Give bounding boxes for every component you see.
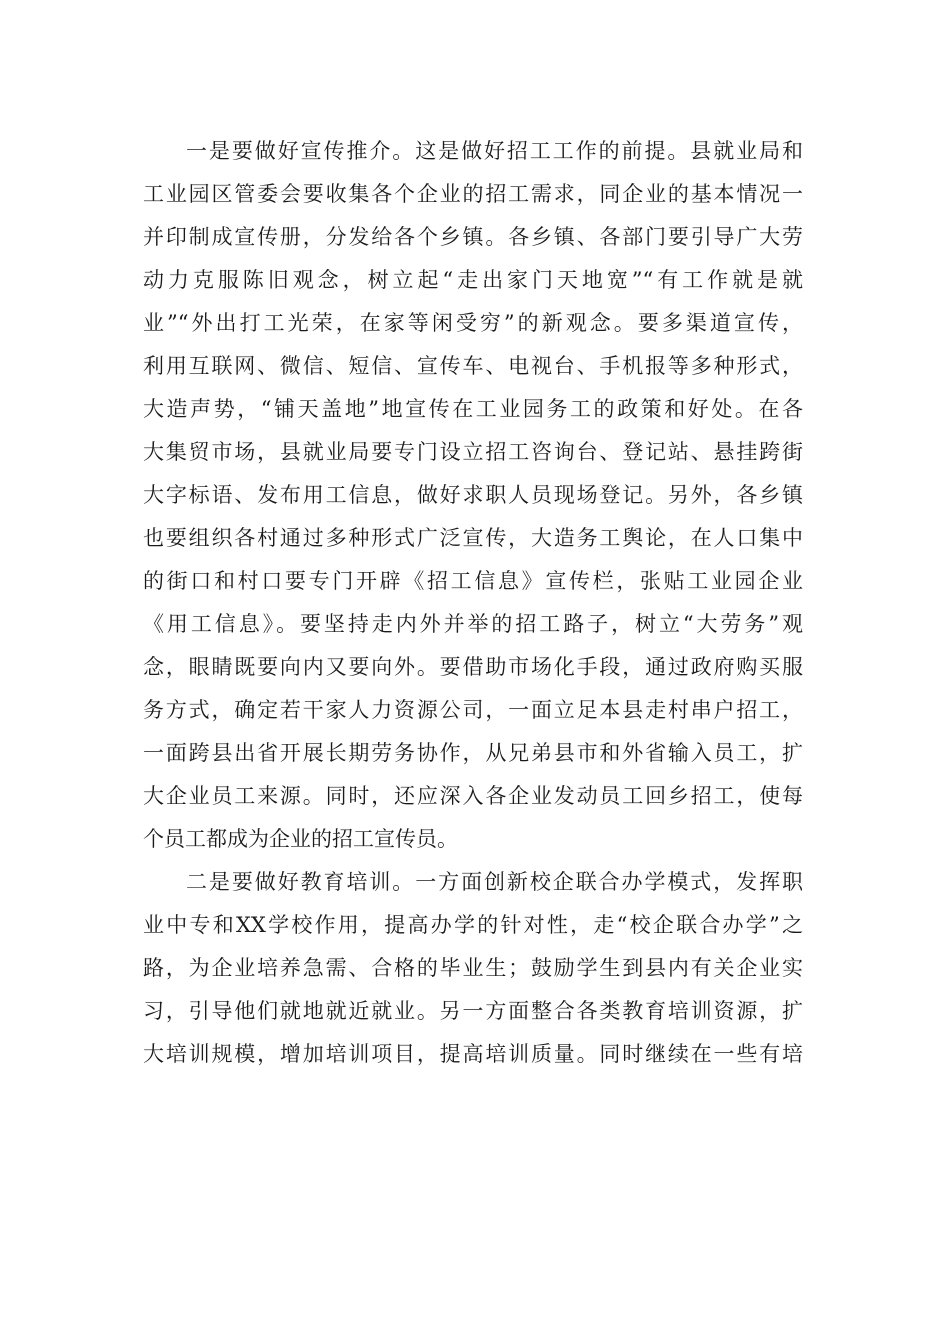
paragraph-line: 大培训规模，增加培训项目，提高培训质量。同时继续在一些有培 [143, 1042, 803, 1066]
paragraph-line: 工业园区管委会要收集各个企业的招工需求，同企业的基本情况一 [143, 182, 803, 206]
paragraph-line: 业”“外出打工光荣，在家等闲受穷”的新观念。要多渠道宣传， [143, 311, 803, 335]
paragraph-line: 大字标语、发布用工信息，做好求职人员现场登记。另外，各乡镇 [143, 483, 803, 507]
paragraph-line: 路，为企业培养急需、合格的毕业生；鼓励学生到县内有关企业实 [143, 956, 803, 980]
paragraph-line: 动力克服陈旧观念，树立起“走出家门天地宽”“有工作就是就 [143, 268, 803, 292]
paragraph-line: 业中专和XX学校作用，提高办学的针对性，走“校企联合办学”之 [143, 913, 803, 937]
paragraph-line: 并印制成宣传册，分发给各个乡镇。各乡镇、各部门要引导广大劳 [143, 225, 803, 249]
paragraph-line: 利用互联网、微信、短信、宣传车、电视台、手机报等多种形式， [143, 354, 803, 378]
paragraph-line: 的街口和村口要专门开辟《招工信息》宣传栏，张贴工业园企业 [143, 569, 803, 593]
paragraph-line: 习，引导他们就地就近就业。另一方面整合各类教育培训资源，扩 [143, 999, 803, 1023]
paragraph-line: 念，眼睛既要向内又要向外。要借助市场化手段，通过政府购买服 [143, 655, 803, 679]
paragraph-line: 大企业员工来源。同时，还应深入各企业发动员工回乡招工，使每 [143, 784, 803, 808]
paragraph-line: 务方式，确定若干家人力资源公司，一面立足本县走村串户招工， [143, 698, 803, 722]
paragraph-line: 个员工都成为企业的招工宣传员。 [143, 827, 458, 851]
paragraph-line: 《用工信息》。要坚持走内外并举的招工路子，树立“大劳务”观 [143, 612, 803, 636]
paragraph-line: 二是要做好教育培训。一方面创新校企联合办学模式，发挥职 [186, 870, 803, 894]
paragraph-line: 一面跨县出省开展长期劳务协作，从兄弟县市和外省输入员工，扩 [143, 741, 803, 765]
paragraph-line: 大造声势，“铺天盖地”地宣传在工业园务工的政策和好处。在各 [143, 397, 803, 421]
paragraph-2 [143, 861, 803, 1076]
paragraph-1 [143, 130, 803, 861]
document-body [143, 130, 803, 1076]
paragraph-line: 也要组织各村通过多种形式广泛宣传，大造务工舆论，在人口集中 [143, 526, 803, 550]
paragraph-line: 一是要做好宣传推介。这是做好招工工作的前提。县就业局和 [186, 139, 803, 163]
paragraph-line: 大集贸市场，县就业局要专门设立招工咨询台、登记站、悬挂跨街 [143, 440, 803, 464]
